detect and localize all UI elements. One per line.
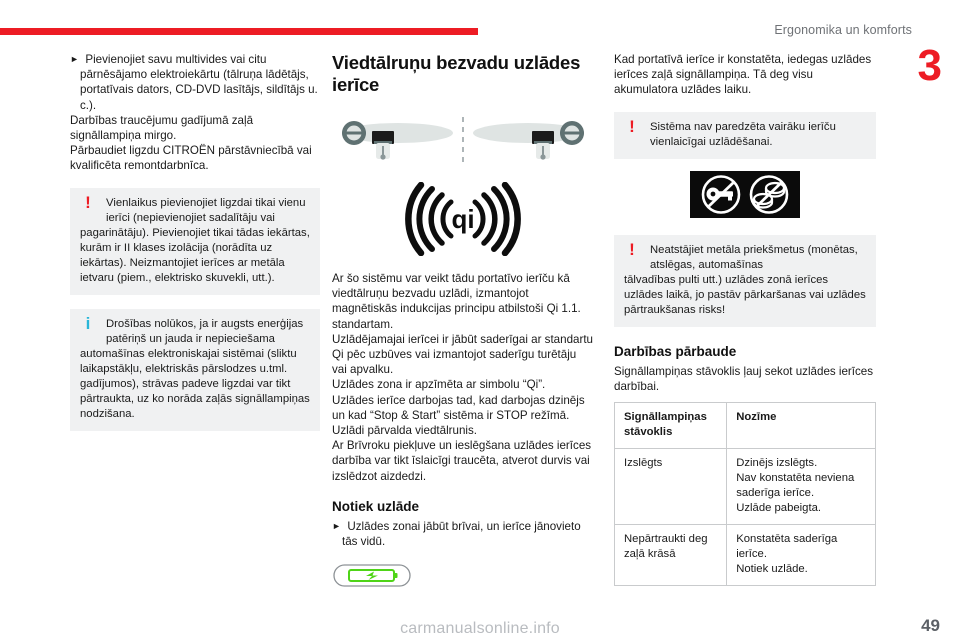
left-info-callout [70,309,320,431]
mid-para-6: Ar Brīvroku piekļuve un ieslēgšana uzlādes ierīces darbība var tikt īslaicīgi traucēta, atverot durvis vai izslēdzot aizdedzi. [332,439,592,483]
table-header-cell-0: Signāllampiņas stāvoklis [615,403,727,449]
qi-wireless-charging-icon [332,182,594,256]
subsection-heading-operation-check: Darbības pārbaude [614,343,737,359]
left-warning-callout [70,188,320,295]
warning-exclamation-icon: ! [85,192,91,212]
svg-text:qi: qi [451,204,475,234]
right-para-2: Signāllampiņas stāvoklis ļauj sekot uzlādes ierīces darbībai. [614,364,874,393]
table-row [615,449,876,525]
right-warning-1-lead: Sistēma nav paredzēta vairāku ierīču vienlaicīgai uzlādēšanai. [650,120,836,148]
mid-bullet-1 [332,519,594,549]
left-column [70,52,320,431]
page-title: Ergonomika un komforts [774,23,912,37]
mid-bullet-1-text: Uzlādes zonai jābūt brīvai, un ierīce jānovieto tās vidū. [342,519,581,549]
warning-exclamation-icon: ! [629,116,635,136]
right-warning-callout-2 [614,235,876,327]
table-cell-meaning-1: Konstatēta saderīga ierīce. Notiek uzlāde. [727,525,876,586]
mid-para-2: Uzlādējamajai ierīcei ir jābūt saderīgai ar standartu Qi pēc uzbūves vai izmantojot saderīgu turētāju vai apvalku. [332,332,593,377]
right-warning-2-lead: Neatstājiet metāla priekšmetus (monētas, atslēgas, automašīnas [650,243,858,271]
dashboard-charging-pad-location-icon [332,115,594,171]
subsection-heading-charging: Notiek uzlāde [332,498,420,514]
left-warning-lead: Vienlaikus pievienojiet ligzdai tikai vienu ierīci (nepievienojiet sadalītāju vai [106,196,306,224]
table-cell-meaning-0: Dzinējs izslēgts. Nav konstatēta neviena saderīga ierīce. Uzlāde pabeigta. [727,449,876,525]
mid-para-4: Uzlādes ierīce darbojas tad, kad darbojas dzinējs un kad “Stop & Start” sistēma ir STOP režīmā. [332,393,585,422]
middle-column [332,52,594,596]
charging-battery-indicator-icon [332,561,594,591]
mid-para-1: Ar šo sistēmu var veikt tādu portatīvo ierīču kā viedtālruņu bezvadu uzlādi, izmantojot magnētiskās indukcijas principu atbilstoši Qi 1.1. standartam. [332,272,581,331]
header-red-rule [0,28,478,35]
left-bullet-1 [70,52,320,113]
table-cell-state-0: Izslēgts [615,449,727,525]
footer-watermark: carmanualsonline.info [400,620,560,637]
left-para-2: Pārbaudiet ligzdu CITROËN pārstāvniecībā vai kvalificēta remontdarbnīca. [70,144,312,173]
section-heading-wireless-charger: Viedtālruņu bezvadu uzlādes ierīce [332,52,581,95]
mid-para-5: Uzlādi pārvalda viedtālrunis. [332,424,477,438]
no-metal-objects-icon [690,171,800,218]
right-warning-callout-1 [614,112,876,159]
left-info-rest: automašīnas elektroniskajai sistēmai (sliktu laikapstākļu, elektriskās pārslodzes u.tml. gadījumos), strāvas padeve ligzdai var tikt pārtraukta, uz ko norāda zaļās signāllampiņas nodzišana. [80,347,310,420]
information-icon: i [85,313,91,333]
table-cell-state-1: Nepārtraukti deg zaļā krāsā [615,525,727,586]
right-warning-2-rest: tālvadības pulti utt.) uzlādes zonā ierīces uzlādes laikā, jo pastāv pārkaršanas vai uzlādes pārtraukšanas risks! [624,273,866,316]
chapter-number: 3 [917,41,942,90]
status-indicator-table [614,402,876,586]
no-metal-objects-icon-wrap [614,171,876,223]
left-para-1: Darbības traucējumu gadījumā zaļā signāllampiņa mirgo. [70,113,254,143]
mid-para-3: Uzlādes zona ir apzīmēta ar simbolu “Qi”. [332,378,546,392]
right-para-1: Kad portatīvā ierīce ir konstatēta, iedegas uzlādes ierīces zaļā signāllampiņa. Tā deg visu akumulatora uzlādes laiku. [614,53,872,97]
warning-exclamation-icon: ! [629,239,635,259]
left-warning-rest: pagarinātāju). Pievienojiet tikai tādas iekārtas, kurām ir II klases izolācija (norādīta uz iekārtas). Neizmantojiet ierīces ar metāla ietvaru (piem., elektrisko skuvekli, utt.). [80,226,310,284]
left-bullet-1-text: Pievienojiet savu multivides vai citu pārnēsājamo elektroiekārtu (tālruņa lādētājs, portatīvais dators, CD-DVD lasītājs, sildītājs u. c.). [80,53,318,112]
arrow-bullet-icon: ► [70,54,79,64]
table-header-cell-1: Nozīme [727,403,876,449]
right-column [614,52,876,586]
table-row [615,525,876,586]
table-header-row [615,403,876,449]
footer-page-number: 49 [921,616,940,635]
left-info-lead: Drošības nolūkos, ja ir augsts enerģijas patēriņš un jauda ir nepieciešama [106,317,304,345]
arrow-bullet-icon: ► [332,520,341,531]
